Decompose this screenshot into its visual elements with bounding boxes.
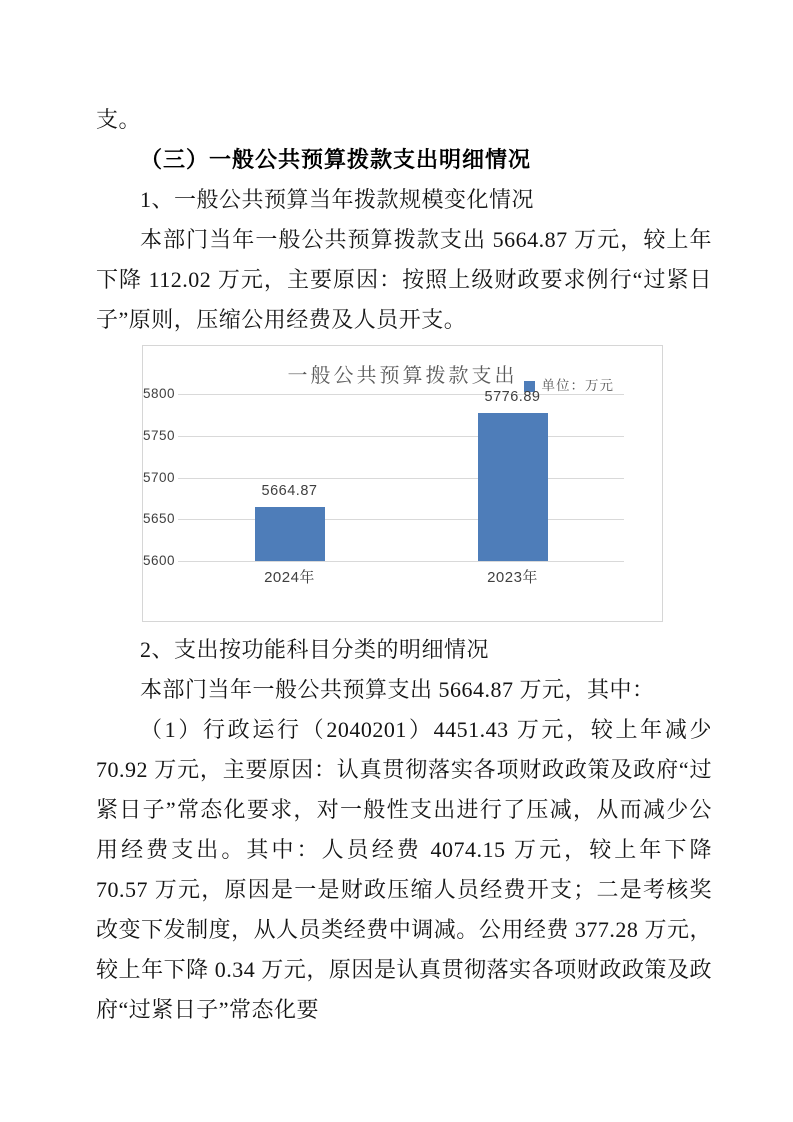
- paragraph-continuation-fragment: 支。: [96, 107, 142, 132]
- legend-label: 单位：万元: [541, 378, 614, 393]
- bar-value-label: 5776.89: [484, 389, 541, 406]
- y-axis-tick-label: 5750: [143, 427, 176, 443]
- subsection-1-paragraph: 本部门当年一般公共预算拨款支出 5664.87 万元，较上年下降 112.02 万元，主要原因：按照上级财政要求例行“过紧日子”原则，压缩公用经费及人员开支。: [96, 227, 712, 332]
- document-content: [96, 100, 712, 1030]
- y-axis-tick-label: 5700: [143, 469, 176, 485]
- grid-line: [178, 478, 624, 479]
- subsection-2-intro-paragraph: 本部门当年一般公共预算支出 5664.87 万元，其中：: [140, 677, 655, 702]
- x-axis-category-label: 2023年: [487, 569, 538, 586]
- y-axis-tick-label: 5600: [143, 553, 176, 568]
- subsection-1-heading: 1、一般公共预算当年拨款规模变化情况: [140, 187, 535, 212]
- grid-line: [178, 436, 624, 437]
- bar-chart: [142, 345, 663, 622]
- section-heading: （三）一般公共预算拨款支出明细情况: [140, 147, 532, 172]
- subsection-2-heading: 2、支出按功能科目分类的明细情况: [140, 637, 490, 662]
- grid-line: [178, 519, 624, 520]
- subsection-2-detail-paragraph: （1）行政运行（2040201）4451.43 万元，较上年减少 70.92 万元，主要原因：认真贯彻落实各项财政政策及政府“过紧日子”常态化要求，对一般性支出进行了压减，从而减少公用经费支出。其中：人员经费 4074.15 万元，较上年下降 70.57 万元，原因是一是财政压缩人员经费开支；二是考核奖改变下发制度，从人员类经费中调减。公用经费 377.28 万元，较上年下降 0.34 万元，原因是认真贯彻落实各项财政政策及政府“过紧日子”常态化要: [96, 717, 712, 1022]
- grid-line: [178, 561, 624, 562]
- bar-2024年: [255, 507, 325, 561]
- x-axis-category-label: 2024年: [264, 569, 315, 586]
- y-axis-tick-label: 5800: [143, 386, 176, 401]
- bar-value-label: 5664.87: [261, 482, 318, 499]
- bar-2023年: [478, 413, 548, 561]
- y-axis-tick-label: 5650: [143, 511, 176, 527]
- chart-title: 一般公共预算拨款支出: [287, 365, 518, 387]
